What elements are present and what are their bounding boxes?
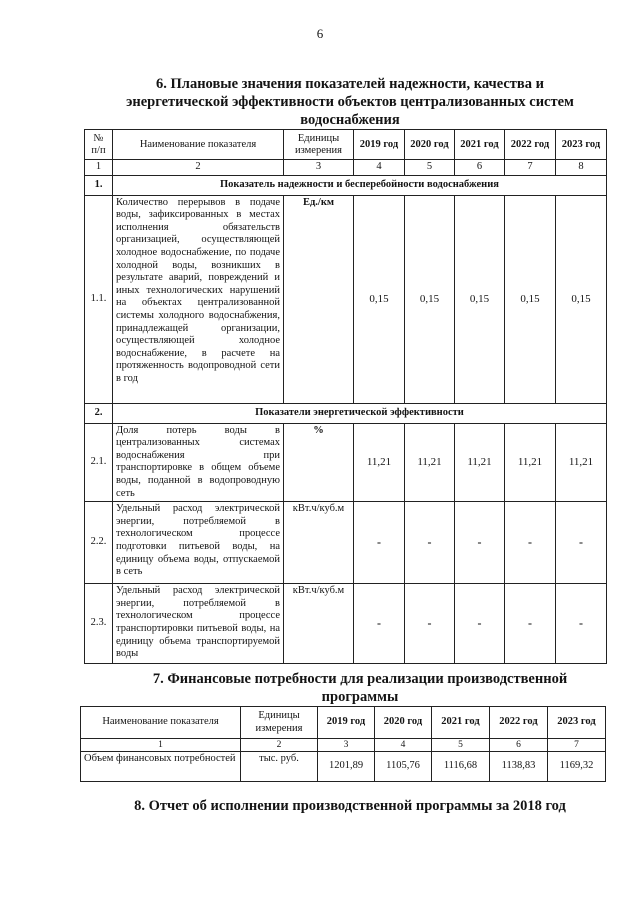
finance-header-unit: Единицы измерения xyxy=(241,707,318,739)
indicator-name: Удельный расход электрической энергии, потребляемой в технологическом процессе транспортировки питьевой воды, на единицу объема транспортируемой воды xyxy=(113,584,284,664)
group-num: 1. xyxy=(85,175,113,195)
table-row-2-2 xyxy=(85,502,607,584)
section7-title-line1: 7. Финансовые потребности для реализации производственной xyxy=(152,671,568,687)
indicator-value: 0,15 xyxy=(455,195,505,403)
indicator-value: 11,21 xyxy=(354,423,405,502)
row-num: 2.2. xyxy=(85,502,113,584)
header-year: 2019 год xyxy=(354,130,405,160)
finance-row-unit: тыс. руб. xyxy=(241,752,318,782)
header-year: 2021 год xyxy=(455,130,505,160)
finance-value: 1201,89 xyxy=(318,752,375,782)
col-number: 4 xyxy=(375,739,432,752)
section8-title: 8. Отчет об исполнении производственной программы за 2018 год xyxy=(134,798,566,814)
col-number: 2 xyxy=(241,739,318,752)
col-number: 5 xyxy=(405,160,455,176)
finance-header-year: 2019 год xyxy=(318,707,375,739)
col-number: 6 xyxy=(490,739,548,752)
indicator-value: 11,21 xyxy=(455,423,505,502)
indicator-unit: кВт.ч/куб.м xyxy=(284,584,354,664)
finance-header-year: 2022 год xyxy=(490,707,548,739)
section6-title-line3: водоснабжения xyxy=(300,112,400,128)
group-num: 2. xyxy=(85,403,113,423)
col-number: 3 xyxy=(318,739,375,752)
header-year: 2023 год xyxy=(556,130,607,160)
indicator-value: - xyxy=(354,502,405,584)
col-number: 1 xyxy=(81,739,241,752)
indicator-value: - xyxy=(405,584,455,664)
group-title: Показатель надежности и бесперебойности водоснабжения xyxy=(113,175,607,195)
finance-value: 1116,68 xyxy=(432,752,490,782)
column-numbers-row xyxy=(85,160,607,176)
finance-header-year: 2021 год xyxy=(432,707,490,739)
finance-value: 1169,32 xyxy=(548,752,606,782)
group-row-energy xyxy=(85,403,607,423)
finance-header-year: 2023 год xyxy=(548,707,606,739)
finance-table xyxy=(80,706,606,782)
row-num: 1.1. xyxy=(85,195,113,403)
finance-row-name: Объем финансовых потребностей xyxy=(81,752,241,782)
indicator-value: - xyxy=(505,502,556,584)
col-number: 7 xyxy=(548,739,606,752)
group-title: Показатели энергетической эффективности xyxy=(113,403,607,423)
header-year: 2022 год xyxy=(505,130,556,160)
indicators-table xyxy=(84,129,607,664)
finance-row xyxy=(81,752,606,782)
indicator-unit: % xyxy=(284,423,354,502)
section6-title-line2: энергетической эффективности объектов централизованных систем xyxy=(126,94,574,110)
indicator-name: Удельный расход электрической энергии, потребляемой в технологическом процессе подготовки питьевой воды, на единицу объема воды, отпускаемой в сеть xyxy=(113,502,284,584)
section6-title-line1: 6. Плановые значения показателей надежности, качества и xyxy=(156,76,544,92)
indicator-value: - xyxy=(405,502,455,584)
col-number: 3 xyxy=(284,160,354,176)
finance-value: 1138,83 xyxy=(490,752,548,782)
indicator-value: - xyxy=(455,584,505,664)
indicator-unit: Ед./км xyxy=(284,195,354,403)
col-number: 5 xyxy=(432,739,490,752)
indicator-name: Количество перерывов в подаче воды, зафиксированных в местах исполнения обязательств организацией, осуществляющей холодное водоснабжение, по подаче холодной воды, возникших в результате аварий, повреждений и иных технологических нарушений на объектах централизованной системы холодного водоснабжения, принадлежащей организации, осуществляющей холодное водоснабжение, в расчете на протяженность водопроводной сети в год xyxy=(113,195,284,403)
col-number: 4 xyxy=(354,160,405,176)
indicator-value: - xyxy=(556,502,607,584)
indicator-value: - xyxy=(505,584,556,664)
indicator-value: 11,21 xyxy=(556,423,607,502)
page-number: 6 xyxy=(316,26,324,41)
group-row-reliability xyxy=(85,175,607,195)
section7-title xyxy=(80,670,640,706)
indicator-value: 11,21 xyxy=(505,423,556,502)
finance-header-row xyxy=(81,707,606,739)
indicator-unit: кВт.ч/куб.м xyxy=(284,502,354,584)
col-number: 8 xyxy=(556,160,607,176)
header-name: Наименование показателя xyxy=(113,130,284,160)
indicator-value: - xyxy=(556,584,607,664)
finance-header-name: Наименование показателя xyxy=(81,707,241,739)
indicator-value: 0,15 xyxy=(556,195,607,403)
indicator-value: - xyxy=(354,584,405,664)
table-row-1-1 xyxy=(85,195,607,403)
col-number: 2 xyxy=(113,160,284,176)
indicator-name: Доля потерь воды в централизованных системах водоснабжения при транспортировке в общем объеме воды, поданной в водопроводную сеть xyxy=(113,423,284,502)
col-number: 1 xyxy=(85,160,113,176)
finance-header-year: 2020 год xyxy=(375,707,432,739)
row-num: 2.3. xyxy=(85,584,113,664)
header-year: 2020 год xyxy=(405,130,455,160)
section6-title xyxy=(100,75,600,129)
col-number: 6 xyxy=(455,160,505,176)
row-num: 2.1. xyxy=(85,423,113,502)
table-header-row xyxy=(85,130,607,160)
table-row-2-3 xyxy=(85,584,607,664)
finance-col-numbers-row xyxy=(81,739,606,752)
header-num: № п/п xyxy=(85,130,113,160)
finance-value: 1105,76 xyxy=(375,752,432,782)
section7-title-line2: программы xyxy=(321,689,399,705)
indicator-value: 0,15 xyxy=(405,195,455,403)
header-unit: Единицы измерения xyxy=(284,130,354,160)
indicator-value: 0,15 xyxy=(354,195,405,403)
col-number: 7 xyxy=(505,160,556,176)
indicator-value: 0,15 xyxy=(505,195,556,403)
indicator-value: - xyxy=(455,502,505,584)
table-row-2-1 xyxy=(85,423,607,502)
indicator-value: 11,21 xyxy=(405,423,455,502)
